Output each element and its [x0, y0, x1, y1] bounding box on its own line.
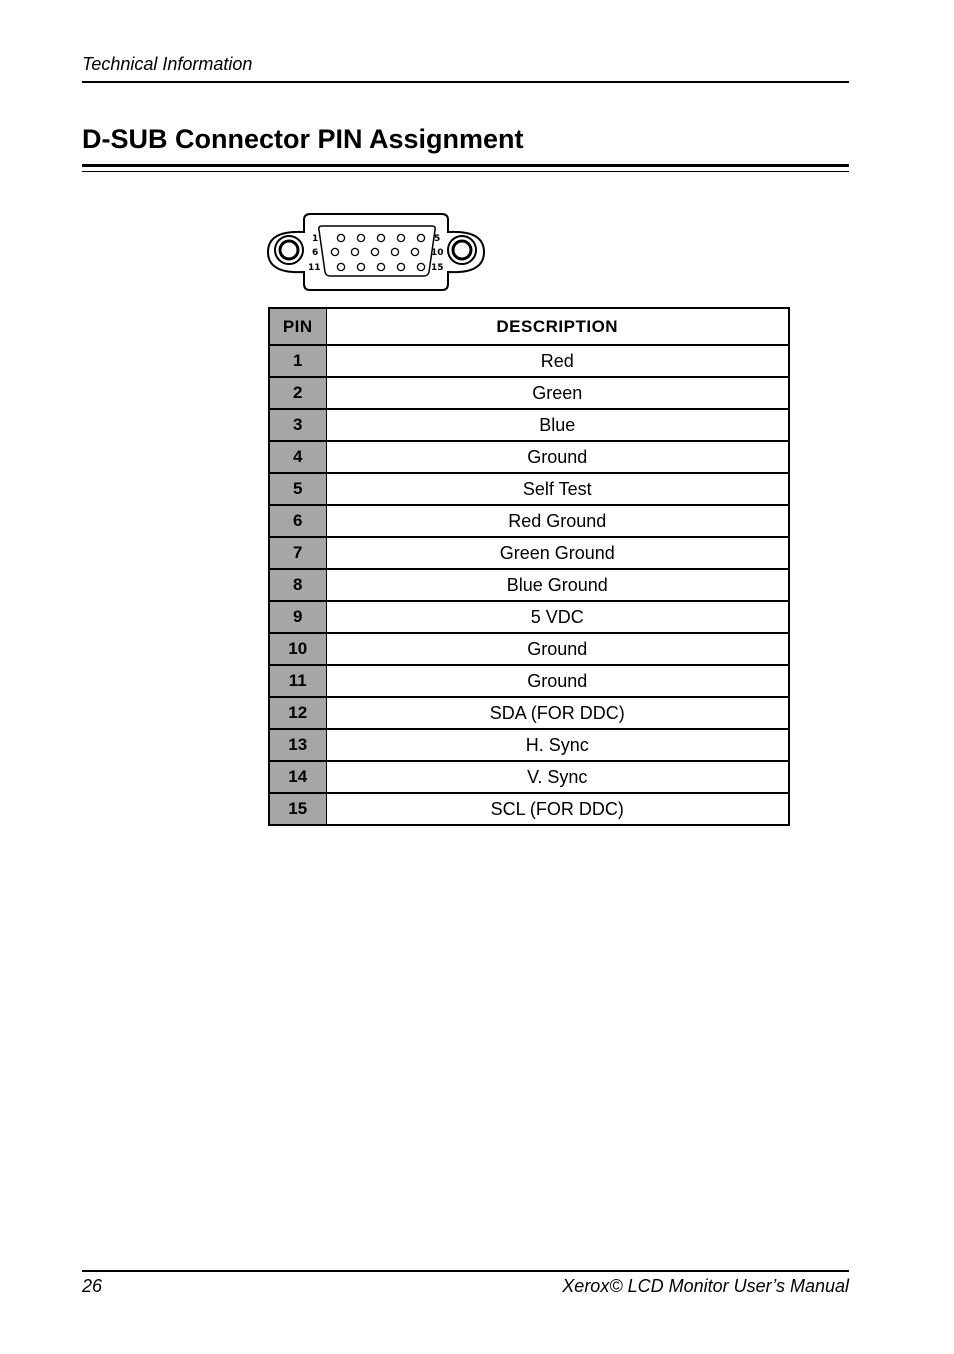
- table-row: [269, 569, 789, 601]
- table-row: [269, 441, 789, 473]
- pin-number-cell: 9: [269, 601, 326, 633]
- pin-number-cell: 2: [269, 377, 326, 409]
- dsub-connector-diagram: [266, 212, 486, 292]
- running-header: Technical Information: [82, 54, 253, 74]
- pin-number-cell: 1: [269, 345, 326, 377]
- pin-label-6: 6: [312, 248, 319, 258]
- table-row: [269, 377, 789, 409]
- table-row: [269, 473, 789, 505]
- pin-description-cell: Red Ground: [326, 505, 789, 537]
- pin-assignment-table: [268, 307, 790, 826]
- pin-number-cell: 3: [269, 409, 326, 441]
- pin-description-cell: Blue Ground: [326, 569, 789, 601]
- table-row: [269, 665, 789, 697]
- pin-description-cell: Green: [326, 377, 789, 409]
- pin-description-cell: V. Sync: [326, 761, 789, 793]
- table-row: [269, 793, 789, 825]
- pin-number-cell: 10: [269, 633, 326, 665]
- title-rule-thin: [82, 171, 849, 172]
- pin-description-cell: Blue: [326, 409, 789, 441]
- table-row: [269, 601, 789, 633]
- pin-description-cell: Green Ground: [326, 537, 789, 569]
- pin-number-cell: 5: [269, 473, 326, 505]
- pin-number-cell: 4: [269, 441, 326, 473]
- table-header-row: [269, 308, 789, 345]
- table-row: [269, 761, 789, 793]
- pin-number-cell: 14: [269, 761, 326, 793]
- pin-label-5: 5: [434, 234, 441, 244]
- pin-description-cell: Self Test: [326, 473, 789, 505]
- pin-number-cell: 15: [269, 793, 326, 825]
- pin-description-cell: Ground: [326, 665, 789, 697]
- pin-number-cell: 8: [269, 569, 326, 601]
- footer-rule: [82, 1270, 849, 1272]
- pin-description-cell: 5 VDC: [326, 601, 789, 633]
- pin-description-cell: SDA (FOR DDC): [326, 697, 789, 729]
- pin-number-cell: 13: [269, 729, 326, 761]
- manual-title: Xerox© LCD Monitor User’s Manual: [562, 1276, 849, 1296]
- pin-label-1: 1: [312, 234, 319, 244]
- pin-description-cell: Ground: [326, 633, 789, 665]
- pin-description-cell: Ground: [326, 441, 789, 473]
- page-title: D-SUB Connector PIN Assignment: [82, 124, 524, 154]
- table-row: [269, 729, 789, 761]
- table-row: [269, 345, 789, 377]
- pin-label-15: 15: [431, 263, 444, 273]
- pin-number-cell: 6: [269, 505, 326, 537]
- page-number: 26: [82, 1276, 103, 1296]
- pin-description-cell: Red: [326, 345, 789, 377]
- table-row: [269, 409, 789, 441]
- table-row: [269, 633, 789, 665]
- description-column-header: DESCRIPTION: [326, 308, 789, 345]
- left-screw-inner: [280, 241, 298, 259]
- right-screw-inner: [453, 241, 471, 259]
- pin-description-cell: H. Sync: [326, 729, 789, 761]
- pin-table-body: [269, 345, 789, 825]
- pin-label-10: 10: [431, 248, 444, 258]
- pin-column-header: PIN: [269, 308, 326, 345]
- pin-description-cell: SCL (FOR DDC): [326, 793, 789, 825]
- pin-label-11: 11: [308, 263, 321, 273]
- pin-number-cell: 7: [269, 537, 326, 569]
- table-row: [269, 537, 789, 569]
- title-rule-thick: [82, 164, 849, 167]
- table-row: [269, 697, 789, 729]
- table-row: [269, 505, 789, 537]
- pin-number-cell: 11: [269, 665, 326, 697]
- pin-number-cell: 12: [269, 697, 326, 729]
- header-rule: [82, 81, 849, 83]
